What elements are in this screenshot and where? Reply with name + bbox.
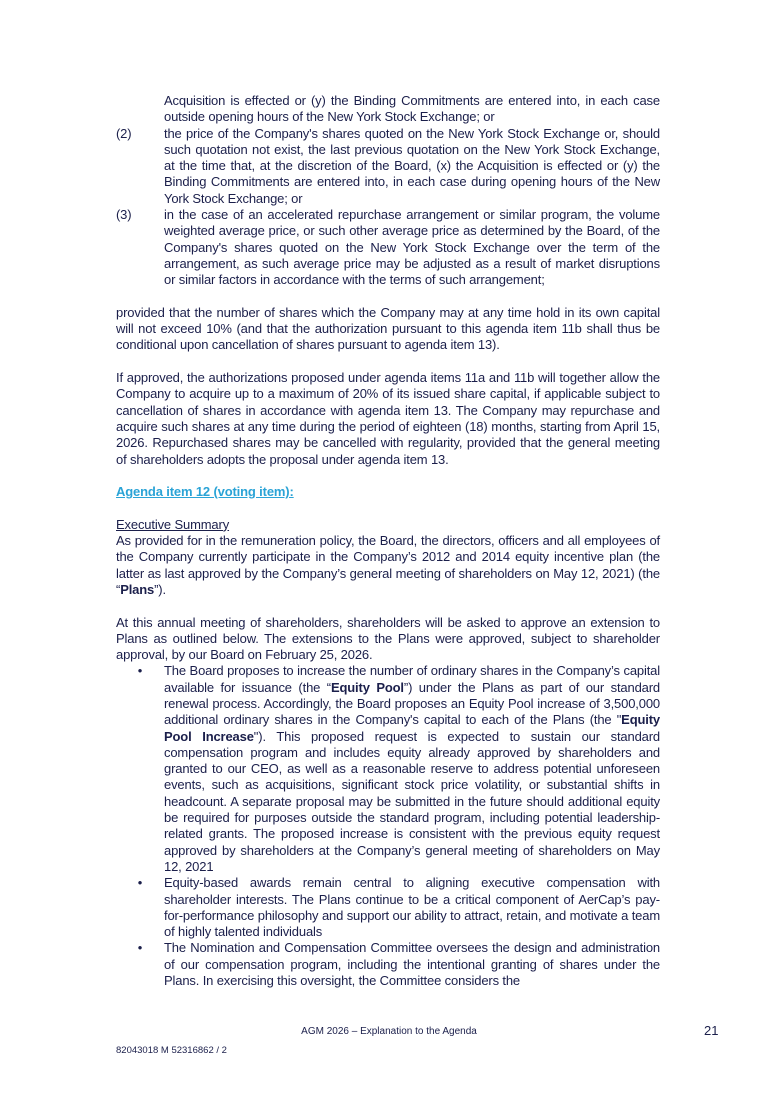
- item-text: the price of the Company's shares quoted on the New York Stock Exchange or, should such quotation not exist, the last previous quotation on the New York Stock Exchange, at the time that, at the discretion of the Board, (x) the Acquisition is effected or (y) the Binding Commitments are entered into, in each case during opening hours of the New York Stock Exchange; or: [164, 125, 660, 206]
- approval-paragraph: If approved, the authorizations proposed under agenda items 11a and 11b will together allow the Company to acquire up to a maximum of 20% of its issued share capital, if applicable subject to cancellation of shares in accordance with agenda item 13. The Company may repurchase and acquire such shares at any time during the period of eighteen (18) months, starting from April 15, 2026. Repurchased shares may be cancelled with regularity, provided that the general meeting of shareholders adopts the proposal under agenda item 13.: [116, 370, 660, 467]
- bullet-icon: •: [137, 940, 143, 956]
- numbered-item-2: [116, 126, 660, 207]
- equity-pool-term: Equity Pool: [330, 679, 404, 695]
- item-text: in the case of an accelerated repurchase arrangement or similar program, the volume weighted average price, or such other average price as determined by the Board, of the Company's shares quoted on the New York Stock Exchange over the term of the arrangement, as such average price may be adjusted as a result of market disruptions or similar factors in accordance with the terms of such arrangement;: [164, 207, 660, 288]
- bullet-text: Equity-based awards remain central to aligning executive compensation with shareholder interests. The Plans continue to be a critical component of AerCap’s pay-for-performance philosophy and support our ability to attract, retain, and motivate a team of highly talented individuals: [164, 875, 660, 940]
- executive-summary-paragraph: As provided for in the remuneration policy, the Board, the directors, officers and all employees of the Company currently participate in the Company’s 2012 and 2014 equity incentive plan (the latter as last approved by the Company’s general meeting of shareholders on May 12, 2021) (the “Plans”).: [116, 533, 660, 597]
- list-item: [116, 940, 660, 989]
- footer-title: AGM 2026 – Explanation to the Agenda: [301, 1026, 477, 1037]
- list-item: [116, 875, 660, 940]
- bullet-icon: •: [137, 875, 143, 891]
- bullet-icon: •: [137, 663, 143, 679]
- document-body: [116, 93, 660, 989]
- agenda-item-heading[interactable]: [116, 484, 660, 500]
- equity-pool-increase-term: Equity Pool Increase: [164, 712, 660, 744]
- bullet-text: The Board proposes to increase the number of ordinary shares in the Company’s capital available for issuance (the “Equity Pool”) under the Plans as part of our standard renewal process. Accordingly, the Board proposes an Equity Pool increase of 3,500,000 additional ordinary shares in the Company's capital to each of the Plans (the "Equity Pool Increase"). This proposed request is expected to sustain our standard compensation program and includes equity already approved by shareholders and granted to our CEO, as well as a reasonable reserve to address potential unforeseen events, such as acquisitions, significant stock price volatility, or substantial shifts in headcount. A separate proposal may be submitted in the future should additional equity be required for purposes outside the standard program, including potential leadership-related grants. The proposed increase is consistent with the previous equity request approved by shareholders at the Company’s general meeting of shareholders on May 12, 2021: [164, 663, 660, 874]
- proviso-paragraph: provided that the number of shares which the Company may at any time hold in its own capital will not exceed 10% (and that the authorization pursuant to this agenda item 11b shall thus be conditional upon cancellation of shares pursuant to agenda item 13).: [116, 304, 660, 353]
- numbered-item-3: [116, 207, 660, 288]
- item-number: (2): [116, 125, 132, 141]
- item-number: (3): [116, 207, 132, 223]
- agenda-item-12-link[interactable]: Agenda item 12 (voting item):: [116, 484, 294, 500]
- annual-meeting-paragraph: At this annual meeting of shareholders, shareholders will be asked to approve an extension to Plans as outlined below. The extensions to the Plans were approved, subject to shareholder approval, by our Board on February 25, 2026.: [116, 614, 660, 663]
- document-id: 82043018 M 52316862 / 2: [116, 1045, 227, 1056]
- bullet-list: [116, 663, 660, 989]
- plans-term: Plans: [120, 581, 155, 597]
- list-item: [116, 663, 660, 875]
- bullet-text: The Nomination and Compensation Committee oversees the design and administration of our compensation program, including the intentional granting of shares under the Plans. In exercising this oversight, the Committee considers the: [164, 940, 660, 989]
- executive-summary-heading: Executive Summary: [116, 516, 230, 532]
- executive-summary-heading-row: [116, 517, 660, 533]
- page-number: 21: [704, 1023, 719, 1038]
- continuation-text: Acquisition is effected or (y) the Binding Commitments are entered into, in each case outside opening hours of the New York Stock Exchange; or: [164, 93, 660, 125]
